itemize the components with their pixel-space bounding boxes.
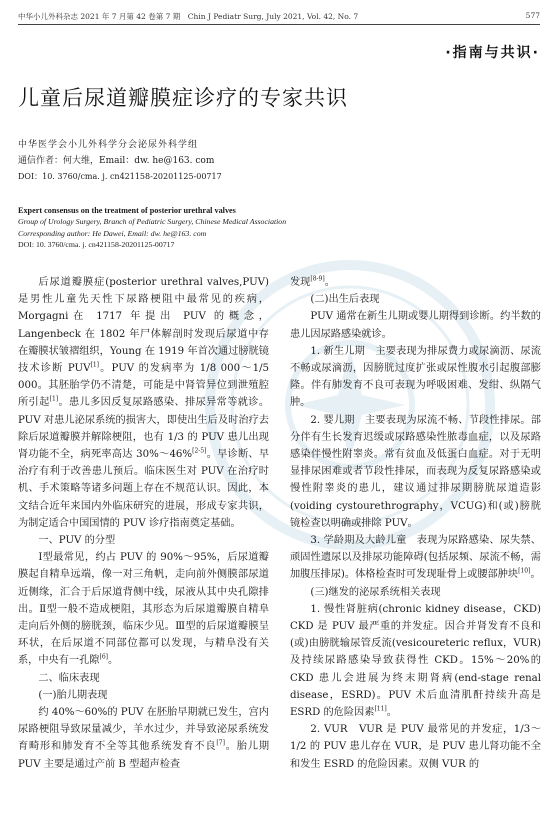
paragraph (18, 274, 269, 532)
text-run: 二、临床表现 (38, 672, 100, 684)
paragraph (290, 584, 541, 601)
corresponding-author: 通信作者：何大维，Email：dw. he@163. com (18, 156, 215, 166)
text-run: 后尿道瓣膜症(posterior urethral valves,PUV)是男性儿童先天性下尿路梗阻中最常见的疾病，Morgagni在 1717 年提出 PUV 的概念，Langenbeck 在 1802 年尸体解剖时发现后尿道中存在瓣膜状皱褶组织，Young 在 1919 年首次通过膀胱镜技术诊断 PUV (18, 277, 269, 375)
page-number: 577 (525, 11, 540, 20)
text-run: 。 (324, 277, 335, 288)
citation: [1] (49, 396, 59, 404)
citation: [1] (90, 361, 99, 369)
section-tag: ·指南与共识· (445, 45, 540, 61)
journal-header: 中华小儿外科杂志 2021 年 7 月第 42 卷第 7 期 Chin J Pediatr Surg, July 2021, Vol. 42, No. 7 (18, 12, 359, 21)
citation: [6] (99, 654, 108, 662)
text-run: 2. 婴儿期 主要表现为尿流不畅、节段性排尿。部分伴有生长发育迟缓或尿路感染性脓毒血症，以及尿路感染伴慢性附睾炎。常有贫血及低蛋白血症。对于无明显排尿困难或者节段性排尿，而表现为反复尿路感染或慢性附睾炎的患儿，建议通过排尿期膀胱尿道造影(voiding cystourethrography，VCUG)和(或)膀胱镜检查以明确或排除 PUV。 (290, 414, 541, 529)
header-rule (18, 24, 540, 25)
right-column (290, 274, 552, 773)
paragraph (18, 687, 269, 704)
citation: [7] (216, 740, 225, 748)
paragraph (290, 532, 541, 584)
article-title: 儿童后尿道瓣膜症诊疗的专家共识 (18, 86, 348, 110)
paragraph (18, 549, 269, 669)
citation: [11] (374, 705, 387, 713)
text-run: (二)出生后表现 (310, 294, 380, 306)
paragraph (18, 704, 269, 773)
english-corresponding: Corresponding author: He Dawei, Email: dw. he@163. com (18, 228, 207, 238)
author-group: 中华医学会小儿外科学分会泌尿外科学组 (18, 140, 199, 150)
text-run: (三)继发的泌尿系统相关表现 (310, 586, 441, 598)
text-run: 。 (108, 655, 119, 667)
left-column (18, 274, 269, 773)
citation: [10] (518, 568, 531, 576)
paragraph (290, 601, 552, 721)
citation: [8-9] (310, 275, 325, 283)
paragraph (290, 274, 541, 291)
text-run: 约 40%～60%的 PUV 在胚胎早期就已发生，宫内尿路梗阻导致尿量减少，羊水过少，并导致泌尿系统发育畸形和肺发育不全等其他系统发育不良 (18, 707, 269, 753)
paragraph (290, 721, 541, 773)
doi: DOI：10. 3760/cma. j. cn421158-20201125-00717 (18, 172, 222, 181)
text-run: 2. VUR VUR 是 PUV 最常见的并发症，1/3～1/2 的 PUV 患儿存在 VUR，是 PUV 患儿肾功能不全和发生 ESRD 的危险因素。双侧 VUR 的 (290, 724, 541, 770)
text-run: 。胎儿期 PUV 主要是通过产前 B 型超声检查 (18, 741, 270, 770)
text-run: 一、PUV 的分型 (38, 535, 116, 547)
paragraph (290, 291, 541, 308)
english-group: Group of Urology Surgery, Branch of Pediatric Surgery, Chinese Medical Association (18, 217, 287, 226)
text-run: 发现 (290, 277, 311, 288)
text-run: 3. 学龄期及大龄儿童 表现为尿路感染、尿失禁、顽固性遗尿以及排尿功能障碍(包括尿频、尿流不畅，需加腹压排尿)。体格检查时可发现耻骨上或腰部肿块 (290, 535, 541, 581)
paragraph (290, 412, 541, 532)
text-run: 。患儿多因反复尿路感染、排尿异常等就诊。PUV 对患儿泌尿系统的损害大，即使出生后及时治疗去除后尿道瓣膜并解除梗阻，也有 1/3 的 PUV 患儿出现肾功能不全，病死率高达 30%～46% (18, 397, 270, 461)
text-run: 1. 慢性肾脏病(chronic kidney disease，CKD) CKD 是 PUV 最严重的并发症。因合并肾发育不良和(或)由膀胱输尿管反流(vesicoureteric reflux，VUR)及持续尿路感染导致获得性 CKD。15%～20%的 CKD 患儿会进展为终末期肾病(end-stage renal disease，ESRD)。PUV 术后血清肌酐持续升高是 ESRD 的危险因素 (290, 603, 552, 719)
paragraph (18, 670, 269, 687)
text-run: 。 (530, 569, 541, 581)
text-run: PUV 通常在新生儿期或婴儿期得到诊断。约半数的患儿因尿路感染就诊。 (290, 311, 541, 340)
text-run: (一)胎儿期表现 (38, 689, 108, 701)
english-title: Expert consensus on the treatment of posterior urethral valves (18, 206, 236, 215)
citation: [2-5] (192, 447, 207, 455)
paragraph (290, 343, 541, 412)
text-run: 1. 新生儿期 主要表现为排尿费力或尿滴沥、尿流不畅或尿滴沥，因膀胱过度扩张或尿性腹水引起腹部膨隆。伴有肺发育不良可表现为呼吸困难、发绀、纵隔气肿。 (290, 345, 541, 409)
text-run: 。 (386, 707, 397, 719)
english-doi: DOI: 10. 3760/cma. j. cn421158-20201125-00717 (18, 240, 175, 249)
text-run: 。PUV 的发病率为 1/8 000～1/5 000。其胚胎学仍不清楚，可能是中肾管异位到泄殖腔所引起 (18, 363, 269, 409)
paragraph (18, 532, 269, 549)
paragraph (290, 308, 541, 342)
text-run: Ⅰ型最常见，约占 PUV 的 90%～95%，后尿道瓣膜起自精阜远端，像一对三角帆，走向前外侧膜部尿道近侧缘，汇合于后尿道背侧中线，尿液从其中央孔隙排出。Ⅱ型一般不造成梗阻，其形态为后尿道瓣膜自精阜走向后外侧的膀胱颈，临床少见。Ⅲ型的后尿道瓣膜呈环状，在后尿道不同部位都可以发现，与精阜没有关系，中央有一孔隙 (18, 552, 269, 667)
text-run: 。早诊断、早治疗有利于改善患儿预后。临床医生对 PUV 在治疗时机、手术策略等诸多问题上存在不规范认识。因此，本文结合近年来国内外临床研究的进展，形成专家共识，为制定适合中国国情的 PUV 诊疗指南奠定基础。 (18, 449, 270, 529)
